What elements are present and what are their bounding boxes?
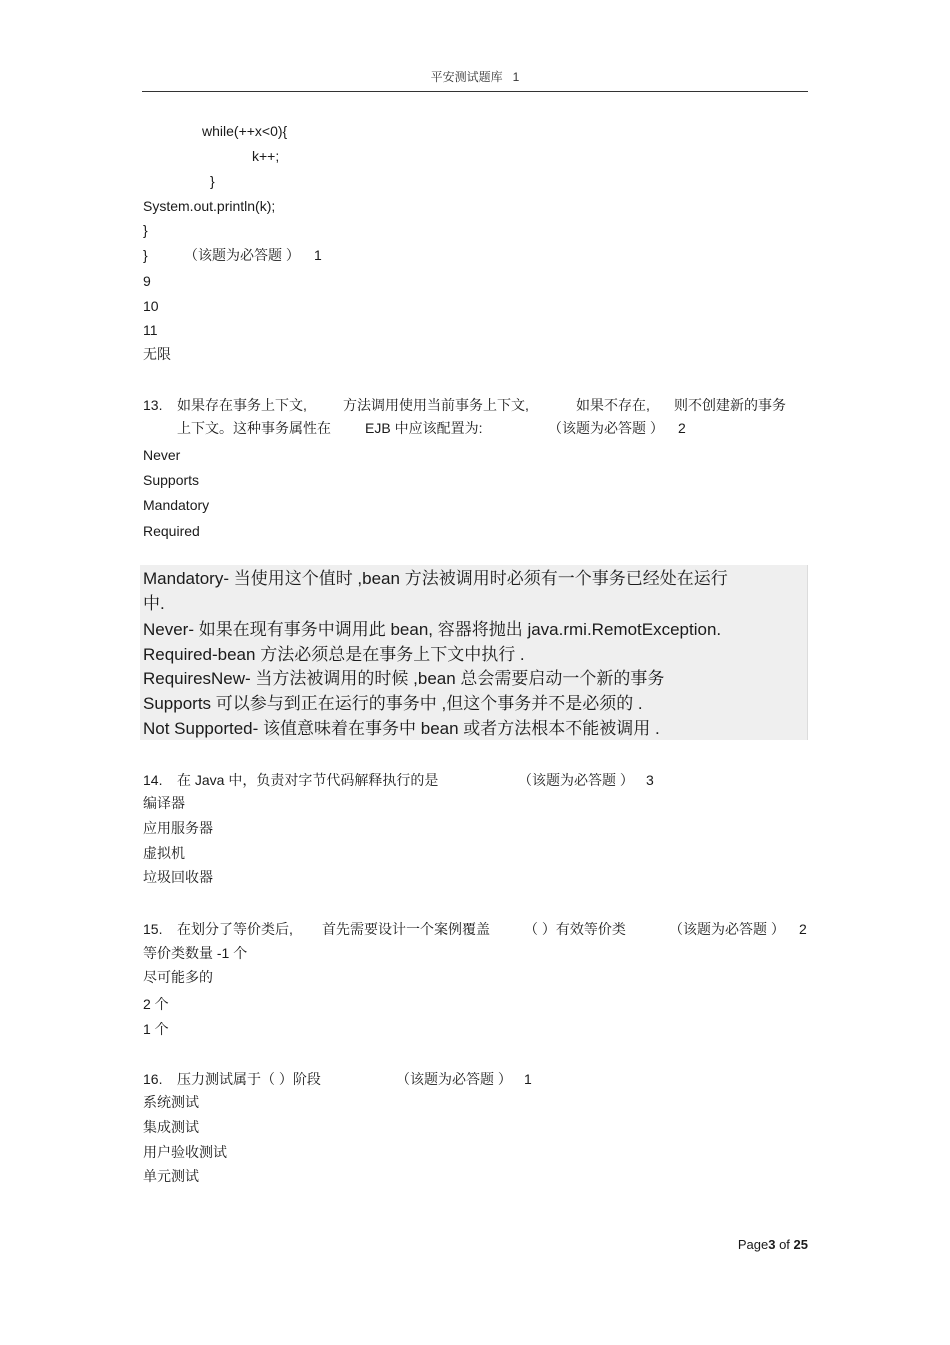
- q13-number: 13.: [143, 397, 163, 413]
- code-line-3: }: [210, 173, 215, 189]
- q14-answer: 3: [646, 772, 654, 788]
- code-line-2: k++;: [252, 148, 280, 164]
- q14-option-4: 垃圾回收器: [143, 869, 213, 885]
- q16-answer: 1: [524, 1071, 532, 1087]
- header-rule: [142, 91, 808, 92]
- code-line-1: while(++x<0){: [202, 123, 288, 139]
- q15-number: 15.: [143, 921, 163, 937]
- q16-option-3: 用户验收测试: [143, 1144, 227, 1160]
- footer-of-label: of: [779, 1237, 790, 1252]
- q14-question: 在 Java 中，负责对字节代码解释执行的是: [177, 772, 439, 788]
- q13-option-1: Never: [143, 447, 181, 463]
- explanation-line-1b: 中.: [143, 594, 165, 613]
- q13-option-2: Supports: [143, 472, 200, 488]
- q12-tail: （该题为必答题 ）: [184, 247, 300, 263]
- q14-number: 14.: [143, 772, 163, 788]
- explanation-line-3: Required-bean 方法必须总是在事务上下文中执行 .: [143, 645, 525, 664]
- page-header: [0, 68, 950, 85]
- q12-answer: 1: [314, 247, 322, 263]
- explanation-line-4: RequiresNew- 当方法被调用的时候 ,bean 总会需要启动一个新的事务: [143, 669, 665, 688]
- explanation-line-5: Supports 可以参与到正在运行的事务中 ,但这个事务并不是必须的 .: [143, 694, 643, 713]
- q13-option-3: Mandatory: [143, 497, 210, 513]
- q12-option-2: 10: [143, 298, 159, 314]
- q15-answer: 2: [799, 921, 807, 937]
- q12-option-1: 9: [143, 273, 151, 289]
- footer-page-label: Page: [737, 1237, 769, 1252]
- header-page-ref: 1: [512, 70, 520, 84]
- q13-line1-part4: 则不创建新的事务: [674, 397, 786, 413]
- q12-option-3: 11: [143, 322, 158, 338]
- page-footer: [738, 1237, 808, 1252]
- q14-tail: （该题为必答题 ）: [518, 772, 634, 788]
- footer-page-number: 3: [768, 1237, 776, 1252]
- code-line-4: System.out.println(k);: [143, 198, 276, 214]
- q12-option-4: 无限: [143, 346, 171, 362]
- q16-option-1: 系统测试: [143, 1094, 199, 1110]
- q13-option-4: Required: [143, 523, 200, 539]
- q15-tail: （该题为必答题 ）: [669, 921, 785, 937]
- q16-question: 压力测试属于（ ）阶段: [177, 1071, 321, 1087]
- q15-question-part2: 首先需要设计一个案例覆盖: [322, 921, 490, 937]
- q15-option-2: 尽可能多的: [143, 969, 213, 985]
- q16-number: 16.: [143, 1071, 163, 1087]
- q16-option-2: 集成测试: [143, 1119, 199, 1135]
- q15-question-part1: 在划分了等价类后,: [177, 921, 293, 937]
- q13-line2-part1: 上下文。这种事务属性在: [177, 420, 331, 436]
- q14-option-2: 应用服务器: [143, 820, 213, 836]
- explanation-line-2: Never- 如果在现有事务中调用此 bean, 容器将抛出 java.rmi.RemotException.: [143, 620, 722, 639]
- q15-option-4: 1 个: [143, 1021, 169, 1037]
- explanation-line-6: Not Supported- 该值意味着在事务中 bean 或者方法根本不能被调用 .: [143, 719, 660, 738]
- q15-question-part3: （ ）有效等价类: [524, 921, 626, 937]
- q14-option-3: 虚拟机: [143, 845, 185, 861]
- q16-tail: （该题为必答题 ）: [396, 1071, 512, 1087]
- q15-option-1: 等价类数量 -1 个: [143, 945, 248, 961]
- q14-option-1: 编译器: [143, 795, 185, 811]
- q13-line1-part3: 如果不存在,: [576, 397, 650, 413]
- footer-total-pages: 25: [793, 1237, 808, 1252]
- code-line-5: }: [143, 222, 148, 238]
- q13-answer: 2: [678, 420, 686, 436]
- code-line-6: }: [143, 247, 148, 263]
- q16-option-4: 单元测试: [143, 1168, 199, 1184]
- header-title: 平安测试题库: [430, 70, 503, 84]
- explanation-line-1a: Mandatory- 当使用这个值时 ,bean 方法被调用时必须有一个事务已经处在运行: [143, 569, 728, 588]
- q15-option-3: 2 个: [143, 996, 169, 1012]
- q13-line2-part3: （该题为必答题 ）: [548, 420, 664, 436]
- q13-line2-part2: EJB 中应该配置为:: [365, 420, 483, 436]
- q13-line1-part1: 如果存在事务上下文,: [177, 397, 307, 413]
- q13-line1-part2: 方法调用使用当前事务上下文,: [343, 397, 529, 413]
